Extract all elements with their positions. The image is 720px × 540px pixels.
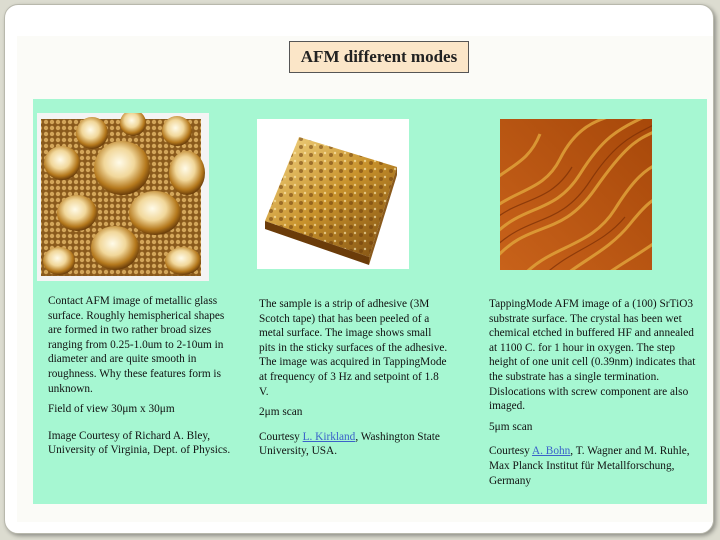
column-3-courtesy-suffix: , T. Wagner and M. Ruhle, Max Planck Institut für Metallforschung, Germany xyxy=(489,445,690,487)
column-2-description: The sample is a strip of adhesive (3M Scotch tape) that has been peeled of a metal surface. The image shows small pits in the sticky surfaces of the adhesive. The image was acquired in TappingMode at frequency of 3 Hz and setpoint of 1.8 V. xyxy=(259,298,448,398)
column-2-scan-info: 2μm scan xyxy=(259,406,303,419)
column-2-courtesy-link[interactable]: L. Kirkland xyxy=(302,430,356,443)
column-2-courtesy-prefix: Courtesy xyxy=(259,430,303,443)
column-1-description: Contact AFM image of metallic glass surface. Roughly hemispherical shapes are formed in two rather broad sizes ranging from 0.25-1.0um to 2-10um in diameter and are quite smooth in roughness. Why these features form is unknown. xyxy=(48,295,225,395)
afm-tapping-mode-image xyxy=(500,119,652,270)
column-1-courtesy: Image Courtesy of Richard A. Bley, University of Virginia, Dept. of Physics. xyxy=(48,429,231,457)
column-1-scan-info: Field of view 30μm x 30μm xyxy=(48,403,175,416)
page-title: AFM different modes xyxy=(289,41,469,73)
column-3-description: TappingMode AFM image of a (100) SrTiO3 substrate surface. The crystal has been wet chemical etched in buffered HF and annealed at 1100 C. for 1 hour in oxygen. The step height of one unit cell (0.39nm) indicates that the substrate has a single termination. Dislocations with screw component are also imaged. xyxy=(489,298,696,413)
afm-adhesive-3d-image xyxy=(257,119,409,269)
column-2-courtesy xyxy=(259,430,449,459)
column-3-text xyxy=(489,297,697,494)
column-3-courtesy xyxy=(489,444,697,488)
afm-contact-mode-image xyxy=(37,113,209,281)
column-2-text xyxy=(259,297,449,465)
column-3-courtesy-prefix: Courtesy xyxy=(489,445,532,458)
column-2-courtesy-suffix: , Washington State University, USA. xyxy=(259,430,440,458)
column-1-text xyxy=(48,294,233,464)
column-3-scan-info: 5μm scan xyxy=(489,420,533,433)
column-3-courtesy-link[interactable]: A. Bohn xyxy=(532,445,571,458)
